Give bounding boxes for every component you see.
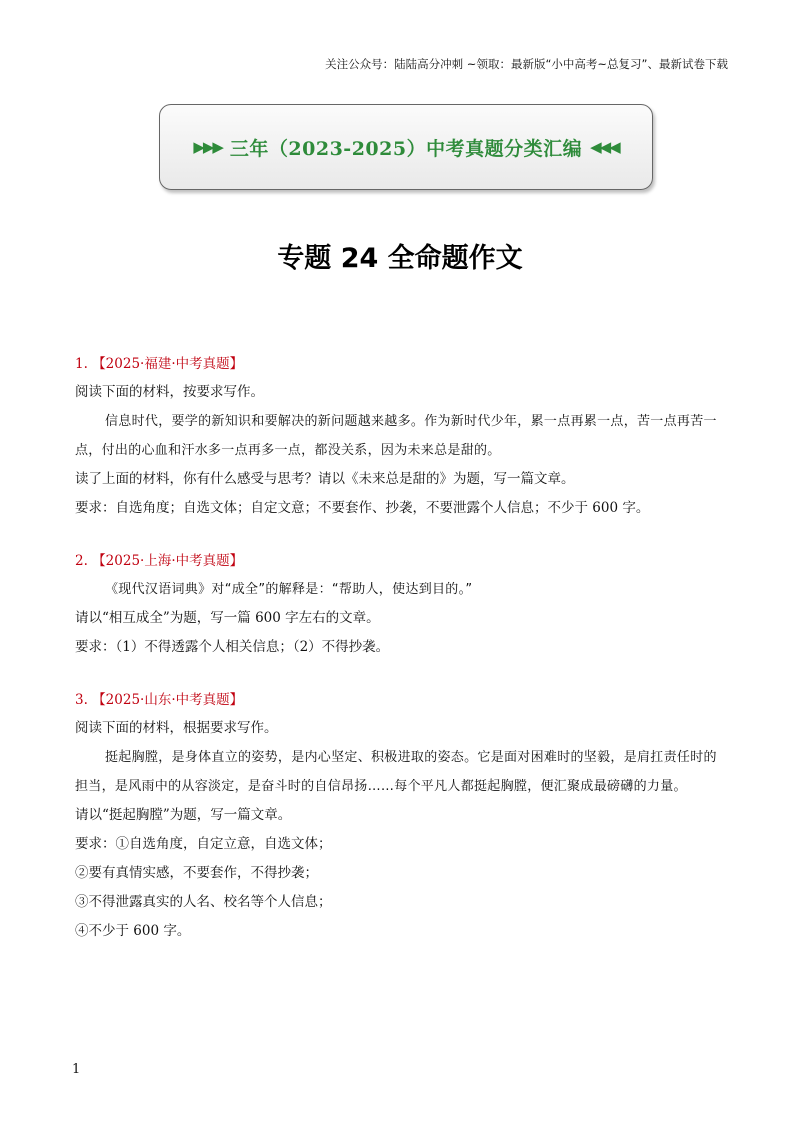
page-title: 专题 24 全命题作文 xyxy=(277,243,523,274)
page-number: 1 xyxy=(72,1062,81,1077)
question-heading: 3. 【2025·山东·中考真题】 xyxy=(75,692,244,708)
question-intro: 阅读下面的材料，按要求写作。 xyxy=(75,384,264,400)
question-material: 信息时代，要学的新知识和要解决的新问题越来越多。作为新时代少年，累一点再累一点，苦一点再苦一点，付出的心血和汗水多一点再多一点，都没关系，因为未来总是甜的。 xyxy=(75,414,717,458)
question-3 xyxy=(75,686,725,946)
question-requirement-1: 要求：①自选角度，自定立意，自选文体； xyxy=(75,836,332,852)
questions-section xyxy=(75,350,725,970)
series-banner xyxy=(159,104,653,190)
question-requirement-3: ③不得泄露真实的人名、校名等个人信息； xyxy=(75,894,332,910)
banner-text: 三年（2023-2025）中考真题分类汇编 xyxy=(229,137,583,160)
question-prompt: 请以“相互成全”为题，写一篇 600 字左右的文章。 xyxy=(75,610,380,626)
question-material: 挺起胸膛，是身体直立的姿势，是内心坚定、积极进取的姿态。它是面对困难时的坚毅，是肩扛责任时的担当，是风雨中的从容淡定，是奋斗时的自信昂扬……每个平凡人都挺起胸膛，便汇聚成最磅礴的力量。 xyxy=(75,750,717,794)
header-note: 关注公众号：陆陆高分冲刺 ~领取：最新版“小中高考~总复习”、最新试卷下载 xyxy=(325,57,728,71)
question-heading: 1. 【2025·福建·中考真题】 xyxy=(75,356,244,372)
question-intro: 阅读下面的材料，根据要求写作。 xyxy=(75,720,278,736)
question-prompt: 请以“挺起胸膛”为题，写一篇文章。 xyxy=(75,807,292,823)
question-heading: 2. 【2025·上海·中考真题】 xyxy=(75,553,244,569)
question-requirement-2: ②要有真情实感，不要套作，不得抄袭； xyxy=(75,865,318,881)
question-requirement-4: ④不少于 600 字。 xyxy=(75,923,191,939)
left-arrows-icon: ▶▶▶ xyxy=(193,138,222,156)
question-material: 《现代汉语词典》对“成全”的解释是：“帮助人，使达到目的。” xyxy=(105,582,473,597)
question-1 xyxy=(75,350,725,523)
question-requirements: 要求：自选角度；自选文体；自定文意；不要套作、抄袭，不要泄露个人信息；不少于 600 字。 xyxy=(75,500,650,516)
question-requirements: 要求：（1）不得透露个人相关信息；（2）不得抄袭。 xyxy=(75,639,390,655)
question-prompt: 读了上面的材料，你有什么感受与思考？请以《未来总是甜的》为题，写一篇文章。 xyxy=(75,471,575,487)
right-arrows-icon: ◀◀◀ xyxy=(590,138,619,156)
question-2 xyxy=(75,547,725,662)
